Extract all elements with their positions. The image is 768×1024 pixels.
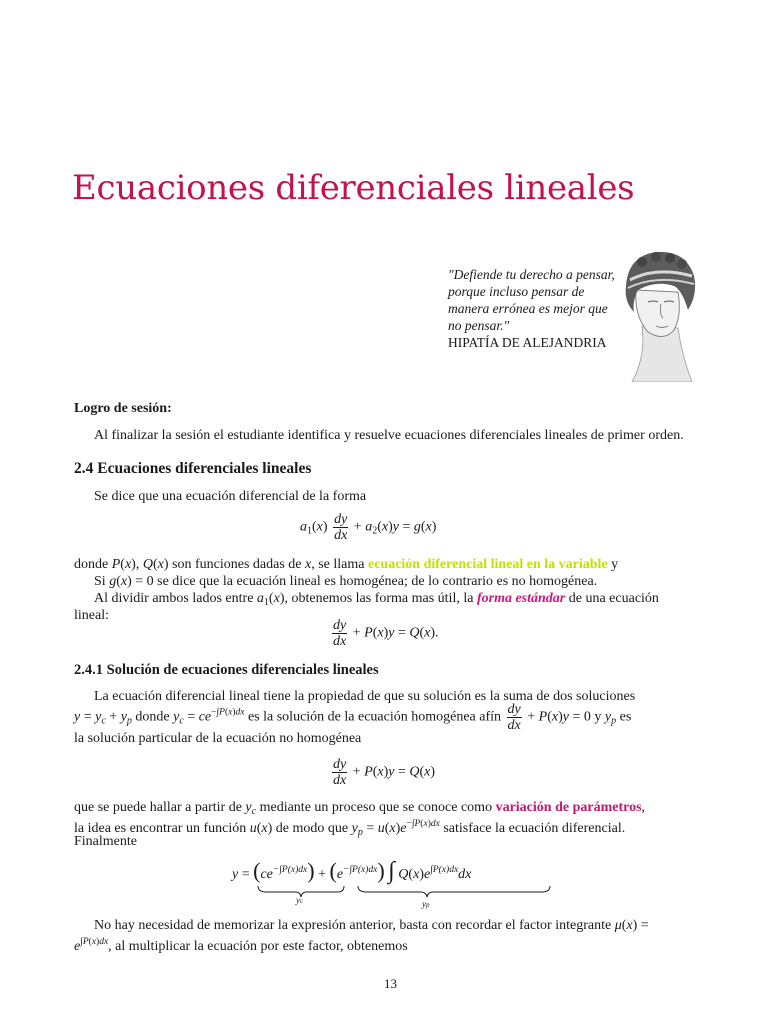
- section-paragraph-3: Al dividir ambos lados entre $a_1(x)$, obtenemos las forma mas útil, la forma estándar de una ecuación: [94, 591, 659, 608]
- section-intro: Se dice que una ecuación diferencial de la forma: [94, 489, 367, 504]
- equation-general-linear: $a_1(x)$ $\frac{dy}{dx}$ + $a_2(x)y = g(x)$: [300, 512, 437, 543]
- subsection-heading: 2.4.1 Solución de ecuaciones diferenciales lineales: [74, 662, 379, 678]
- equation-standard-form: $\frac{dy}{dx}$ + P(x)y = Q(x).: [333, 618, 439, 649]
- section-paragraph-2: Si g(x) = 0 se dice que la ecuación lineal es homogénea; de lo contrario es no homogénea.: [94, 574, 598, 589]
- equation-non-homogeneous: $\frac{dy}{dx}$ + P(x)y = Q(x): [333, 757, 436, 788]
- epigraph-quote: [448, 266, 616, 351]
- quote-author: HIPATÍA DE ALEJANDRIA: [448, 335, 607, 350]
- logro-text: Al finalizar la sesión el estudiante identifica y resuelve ecuaciones diferenciales lineales de primer orden.: [94, 428, 684, 443]
- subsection-paragraph-1-line-2: $y = y_c + y_p$ donde $y_c = ce^{-\int P(x)dx}$ es la solución de la ecuación homogénea afín $\frac{dy}{dx}$ + P(x)y = 0 y $y_p$ es: [74, 702, 632, 733]
- quote-text: "Defiende tu derecho a pensar, porque incluso pensar de manera errónea es mejor que no pensar.": [448, 267, 615, 333]
- highlight-lineal-variable: ecuación diferencial lineal en la variable: [367, 557, 608, 572]
- subsection-paragraph-1-line-3: la solución particular de la ecuación no homogénea: [74, 731, 362, 746]
- section-heading: 2.4 Ecuaciones diferenciales lineales: [74, 460, 312, 477]
- subsection-paragraph-3-line-2: $e^{\int P(x)dx}$, al multiplicar la ecuación por este factor, obtenemos: [74, 937, 408, 954]
- section-paragraph-3-end: lineal:: [74, 608, 109, 623]
- subsection-paragraph-1-line-1: La ecuación diferencial lineal tiene la propiedad de que su solución es la suma de dos soluciones: [94, 689, 636, 704]
- subsection-paragraph-2-line-3: Finalmente: [74, 834, 137, 849]
- underbrace-label-yc: yc: [296, 895, 304, 905]
- highlight-variacion-parametros: variación de parámetros: [495, 800, 642, 815]
- subsection-paragraph-2-line-2: la idea es encontrar un función u(x) de modo que $y_p = u(x)e^{-\int P(x)dx}$ satisface la ecuación diferencial.: [74, 819, 626, 838]
- section-paragraph-1: donde P(x), Q(x) son funciones dadas de x, se llama ecuación diferencial lineal en la variable y: [74, 557, 619, 572]
- underbrace-label-yp: yp: [422, 899, 430, 909]
- equation-general-solution: $y = (ce^{-\int P(x)dx}) + (e^{-\int P(x)dx})$ ∫ $Q(x)e^{\int P(x)dx}dx$: [232, 858, 472, 884]
- page-number: 13: [384, 976, 397, 991]
- page-title: Ecuaciones diferenciales lineales: [72, 168, 635, 208]
- logro-heading: Logro de sesión:: [74, 401, 172, 416]
- highlight-forma-estandar: forma estándar: [476, 591, 566, 606]
- hypatia-portrait-image: [612, 246, 704, 382]
- subsection-paragraph-2-line-1: que se puede hallar a partir de $y_c$ mediante un proceso que se conoce como variación de parámetros,: [74, 800, 646, 817]
- subsection-paragraph-3-line-1: No hay necesidad de memorizar la expresión anterior, basta con recordar el factor integrante μ(x) =: [94, 918, 649, 933]
